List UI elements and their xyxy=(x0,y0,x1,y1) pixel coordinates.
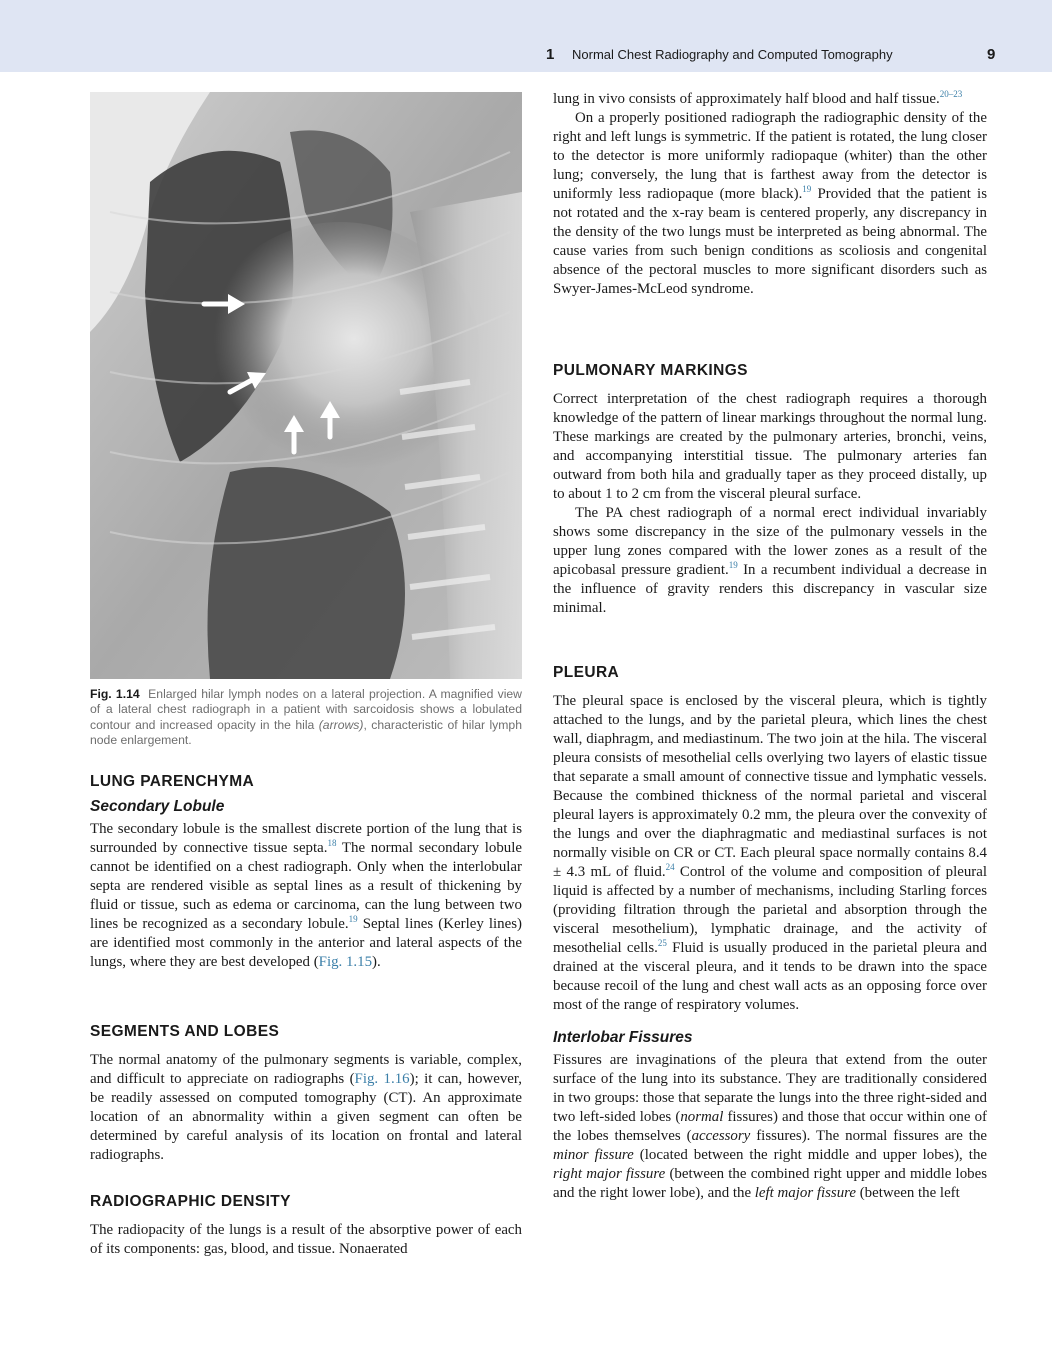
figure-radiograph xyxy=(90,92,522,679)
text-run: Control of the volume and composition of pleural liquid is affected by a number of mechanisms, including Starling forces (providing filtration through the parietal and absorption through the visceral mesothelium), lymphatic drainage, and the activity of mesothelial cells. xyxy=(553,864,987,956)
text-run: (between the left xyxy=(856,1185,960,1201)
caption-text-a: Enlarged hilar lymph nodes on a lateral projection. A magnified view of a lateral chest radiograph in a patient with sarcoidosis shows a lobulated contour and increased opacity in the hila xyxy=(90,687,522,732)
heading-radiographic-density: RADIOGRAPHIC DENSITY xyxy=(90,1193,291,1210)
text-run: The secondary lobule is the smallest discrete portion of the lung that is surrounded by connective tissue septa. xyxy=(90,821,522,856)
text-run: fissures). The normal fissures are the xyxy=(750,1128,987,1144)
heading-lung-parenchyma: LUNG PARENCHYMA xyxy=(90,773,255,790)
text-run: (between the combined right upper and middle lobes and the right lower lobe), and the xyxy=(553,1166,987,1201)
radiograph-image xyxy=(90,92,522,679)
reference[interactable]: 19 xyxy=(802,184,812,194)
figure-label: Fig. 1.14 xyxy=(90,687,140,701)
italic-term: left major fissure xyxy=(754,1185,856,1201)
paragraph-markings-1: Correct interpretation of the chest radiograph requires a thorough knowledge of the pattern of linear markings throughout the normal lung. These markings are created by the pulmonary arteries, bronchi, veins, and accompanying interstitial tissue. The pulmonary arteries fan outward from both hila and gradually taper as they proceed distally, up to about 1 to 2 cm from the visceral pleural surface. xyxy=(553,391,987,502)
paragraph-density: The radiopacity of the lungs is a result of the absorptive power of each of its components: gas, blood, and tissue. Nonaerated xyxy=(90,1222,522,1257)
text-run: Septal lines (Kerley lines) are identified most commonly in the anterior and lateral aspects of the lungs, where they are best developed ( xyxy=(90,916,522,970)
text-run: lung in vivo consists of approximately half blood and half tissue. xyxy=(553,91,940,107)
paragraph-segments xyxy=(90,1051,522,1165)
paragraph-secondary-lobule xyxy=(90,820,522,972)
italic-term: minor fissure xyxy=(553,1147,634,1163)
text-run: The normal secondary lobule cannot be identified on a chest radiograph. Only when the interlobular septa are rendered visible as septal lines as a result of thickening by fluid or tissue, such as edema or carcinoma, can the lung between two lines be recognized as a secondary lobule. xyxy=(90,840,522,932)
text-run: Fissures are invaginations of the pleura that extend from the outer surface of the lung into its substance. They are traditionally considered in two groups: those that separate the lungs into the three right-sided and two left-sided lobes ( xyxy=(553,1052,987,1125)
italic-term: normal xyxy=(680,1109,724,1125)
reference[interactable]: 18 xyxy=(327,838,337,848)
text-run: The pleural space is enclosed by the visceral pleura, which is tightly attached to the lungs, and by the parietal pleura, which lines the chest wall, diaphragm, and mediastinum. The two join at the hila. The visceral pleura consists of mesothelial cells overlying two layers of elastic tissue that separate a small amount of connective tissue and lymphatic vessels. Because the combined thickness of the normal parietal and visceral pleural layers is approximately 0.2 mm, the pleura over the convexity of the lungs and over the diaphragmatic and mediastinal surfaces is not normally visible on CR or CT. Each pleural space normally contains 8.4 ± 4.3 mL of fluid. xyxy=(553,693,987,880)
italic-term: accessory xyxy=(691,1128,751,1144)
text-run: In a recumbent individual a decrease in the influence of gravity renders this discrepancy in vascular size minimal. xyxy=(553,562,987,616)
heading-segments-and-lobes: SEGMENTS AND LOBES xyxy=(90,1023,280,1040)
paragraph-density-cont xyxy=(553,90,987,109)
heading-pulmonary-markings: PULMONARY MARKINGS xyxy=(553,362,748,379)
italic-term: right major fissure xyxy=(553,1166,666,1182)
section-pulmonary-markings xyxy=(553,362,987,618)
text-run: On a properly positioned radiograph the radiographic density of the right and left lungs is symmetric. If the patient is rotated, the lung closer to the detector is more uniformly radiopaque (whiter) than the other lung; conversely, the lung that is farthest away from the detector is uniformly less radiopaque (more black). xyxy=(553,110,987,202)
section-lung-parenchyma xyxy=(90,773,522,972)
text-run: The PA chest radiograph of a normal erect individual invariably shows some discrepancy in the size of the pulmonary vessels in the upper lung zones compared with the lower zones as a result of the apicobasal pressure gradient. xyxy=(553,505,987,578)
section-pleura xyxy=(553,664,987,1203)
running-head xyxy=(532,46,1052,70)
figure-link[interactable]: Fig. 1.15 xyxy=(318,954,373,970)
reference[interactable]: 25 xyxy=(657,938,667,948)
text-run: (located between the right middle and upper lobes), the xyxy=(633,1147,987,1163)
figure-caption xyxy=(90,687,522,748)
chapter-number: 1 xyxy=(546,46,555,63)
caption-italic: (arrows) xyxy=(318,717,364,732)
reference[interactable]: 19 xyxy=(348,914,358,924)
subheading-secondary-lobule: Secondary Lobule xyxy=(90,798,225,815)
text-run: Fluid is usually produced in the parietal pleura and drained at the visceral pleura, and it tends to be drawn into the space because recoil of the lung and chest wall acts as an opposing force over most of the range of respiratory volumes. xyxy=(553,940,987,1013)
text-run: ); it can, however, be readily assessed on computed tomography (CT). An approximate location of an abnormality within a given segment can often be determined by careful analysis of its location on frontal and lateral radiographs. xyxy=(90,1071,522,1163)
caption-text-b: , characteristic of hilar lymph node enlargement. xyxy=(90,717,522,747)
section-radiographic-density xyxy=(90,1193,522,1259)
text-run: ). xyxy=(372,954,381,970)
page-number: 9 xyxy=(987,46,996,63)
reference[interactable]: 20–23 xyxy=(939,89,963,99)
figure-link[interactable]: Fig. 1.16 xyxy=(354,1071,410,1087)
reference[interactable]: 19 xyxy=(728,560,738,570)
text-run: The normal anatomy of the pulmonary segments is variable, complex, and difficult to appreciate on radiographs ( xyxy=(90,1052,522,1087)
paragraph-symmetry xyxy=(553,109,987,299)
reference[interactable]: 24 xyxy=(665,862,675,872)
paragraph-fissures xyxy=(553,1051,987,1203)
text-run: fissures) and those that occur within one of the lobes themselves ( xyxy=(553,1109,987,1144)
chapter-title: Normal Chest Radiography and Computed Tomography xyxy=(572,47,893,62)
paragraph-pleura xyxy=(553,692,987,1015)
paragraph-markings-2 xyxy=(553,504,987,618)
section-segments-and-lobes xyxy=(90,1023,522,1165)
subheading-interlobar-fissures: Interlobar Fissures xyxy=(553,1029,693,1046)
section-density-continued xyxy=(553,90,987,299)
text-run: Provided that the patient is not rotated and the x-ray beam is centered properly, any discrepancy in the density of the two lungs must be interpreted as being abnormal. The cause varies from such benign conditions as scoliosis and congenital absence of the pectoral muscles to more significant disorders such as Swyer-James-McLeod syndrome. xyxy=(553,186,987,297)
heading-pleura: PLEURA xyxy=(553,664,620,681)
